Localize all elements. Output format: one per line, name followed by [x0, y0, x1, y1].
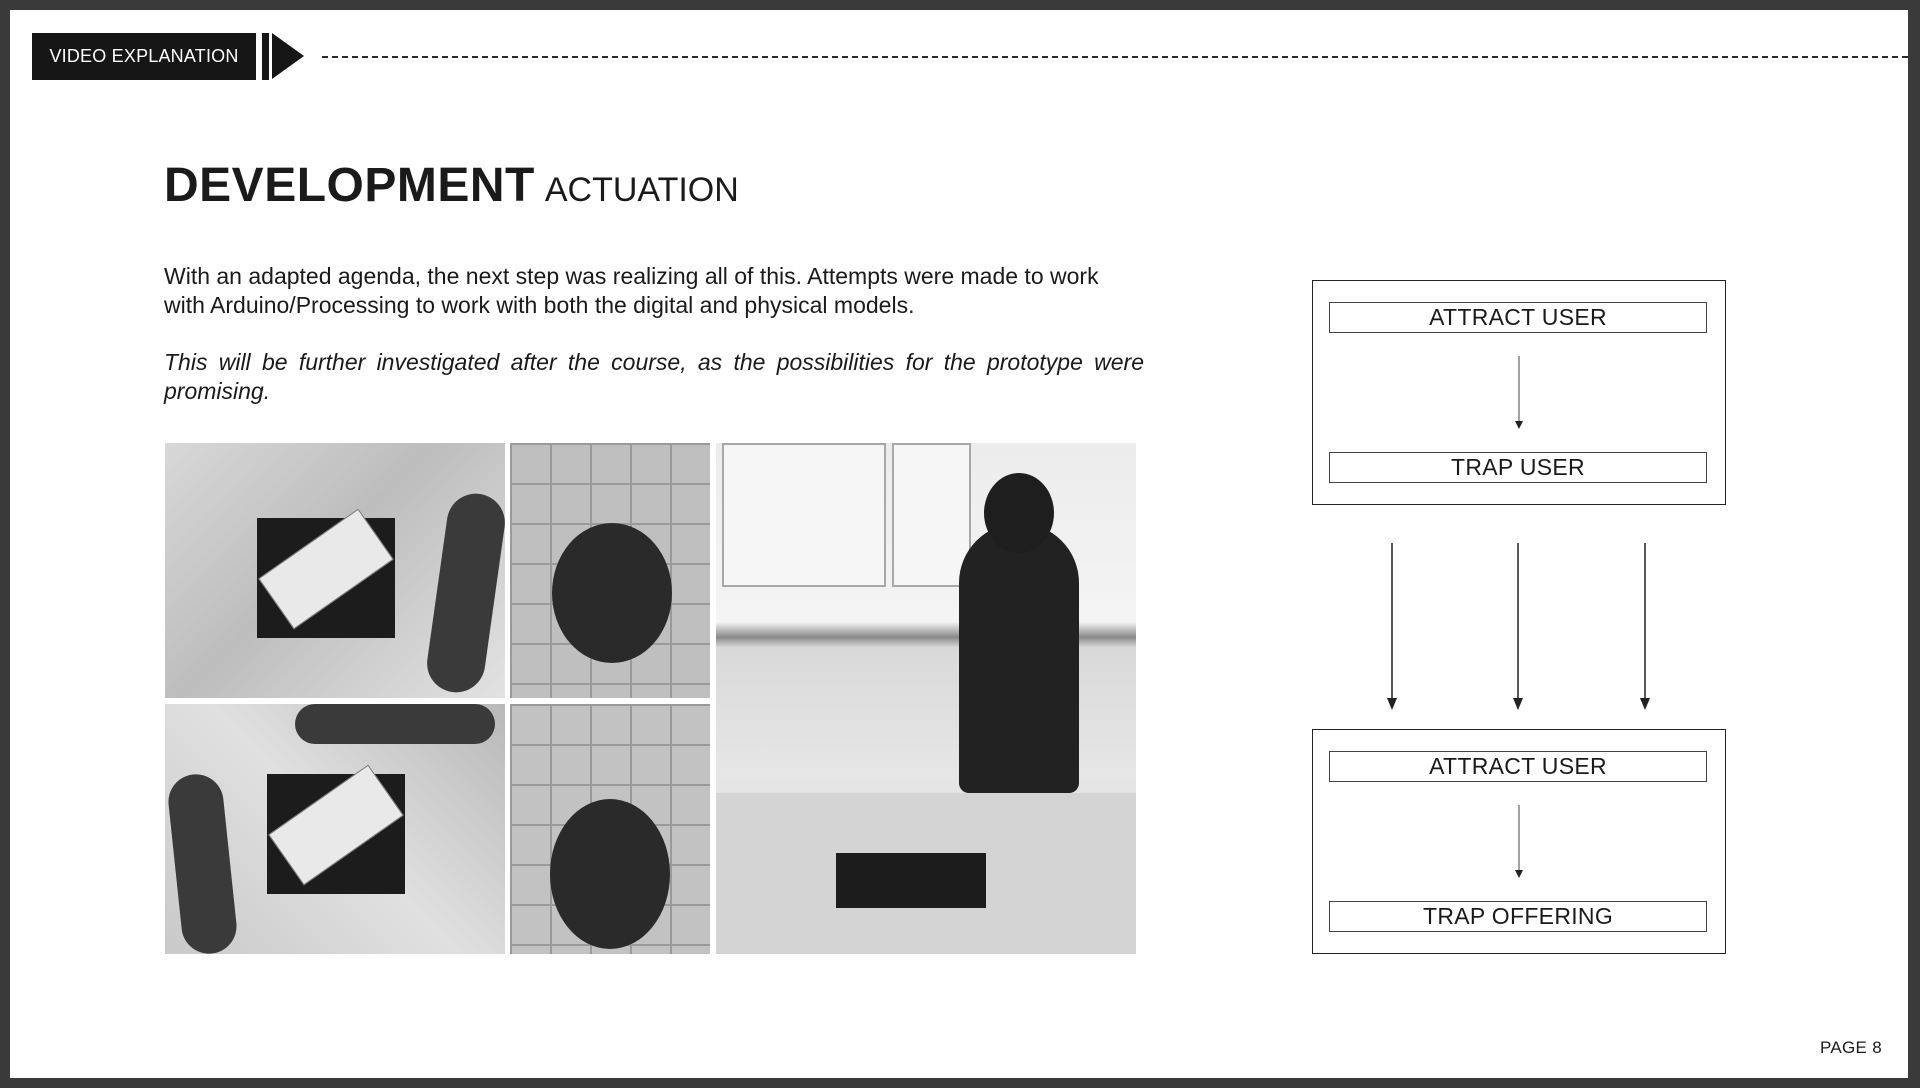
- photo-prototype-top-view-1: [165, 443, 505, 698]
- tag-divider-bar: [262, 33, 269, 80]
- flow-label-trap-user: TRAP USER: [1329, 452, 1707, 483]
- flow-label-attract-user: ATTRACT USER: [1329, 302, 1707, 333]
- flow-box-offering: [1312, 729, 1726, 954]
- page-number: PAGE 8: [1820, 1038, 1882, 1057]
- title-main: DEVELOPMENT: [164, 159, 535, 212]
- photo-kitchen-prototype-demo: [716, 443, 1136, 954]
- page-title: [164, 158, 739, 213]
- slide-page: [10, 10, 1908, 1078]
- title-sub: ACTUATION: [544, 171, 739, 209]
- video-explanation-tag[interactable]: VIDEO EXPLANATION: [32, 33, 256, 80]
- body-paragraph-2: This will be further investigated after the course, as the possibilities for the prototype were promising.: [164, 349, 1144, 404]
- photo-overhead-person-1: [510, 443, 710, 698]
- flow-connector-arrows: [1312, 510, 1724, 720]
- body-paragraph-1: With an adapted agenda, the next step was realizing all of this. Attempts were made to work with Arduino/Processing to work with both the digital and physical models.: [164, 263, 1099, 318]
- photo-prototype-top-view-2: [165, 704, 505, 954]
- flow-box-user: [1312, 280, 1726, 505]
- photo-overhead-person-2: [510, 704, 710, 954]
- play-arrow-icon[interactable]: [272, 33, 304, 79]
- dashed-divider-line: [322, 56, 1908, 58]
- flow-label-attract-user-2: ATTRACT USER: [1329, 751, 1707, 782]
- flow-label-trap-offering: TRAP OFFERING: [1329, 901, 1707, 932]
